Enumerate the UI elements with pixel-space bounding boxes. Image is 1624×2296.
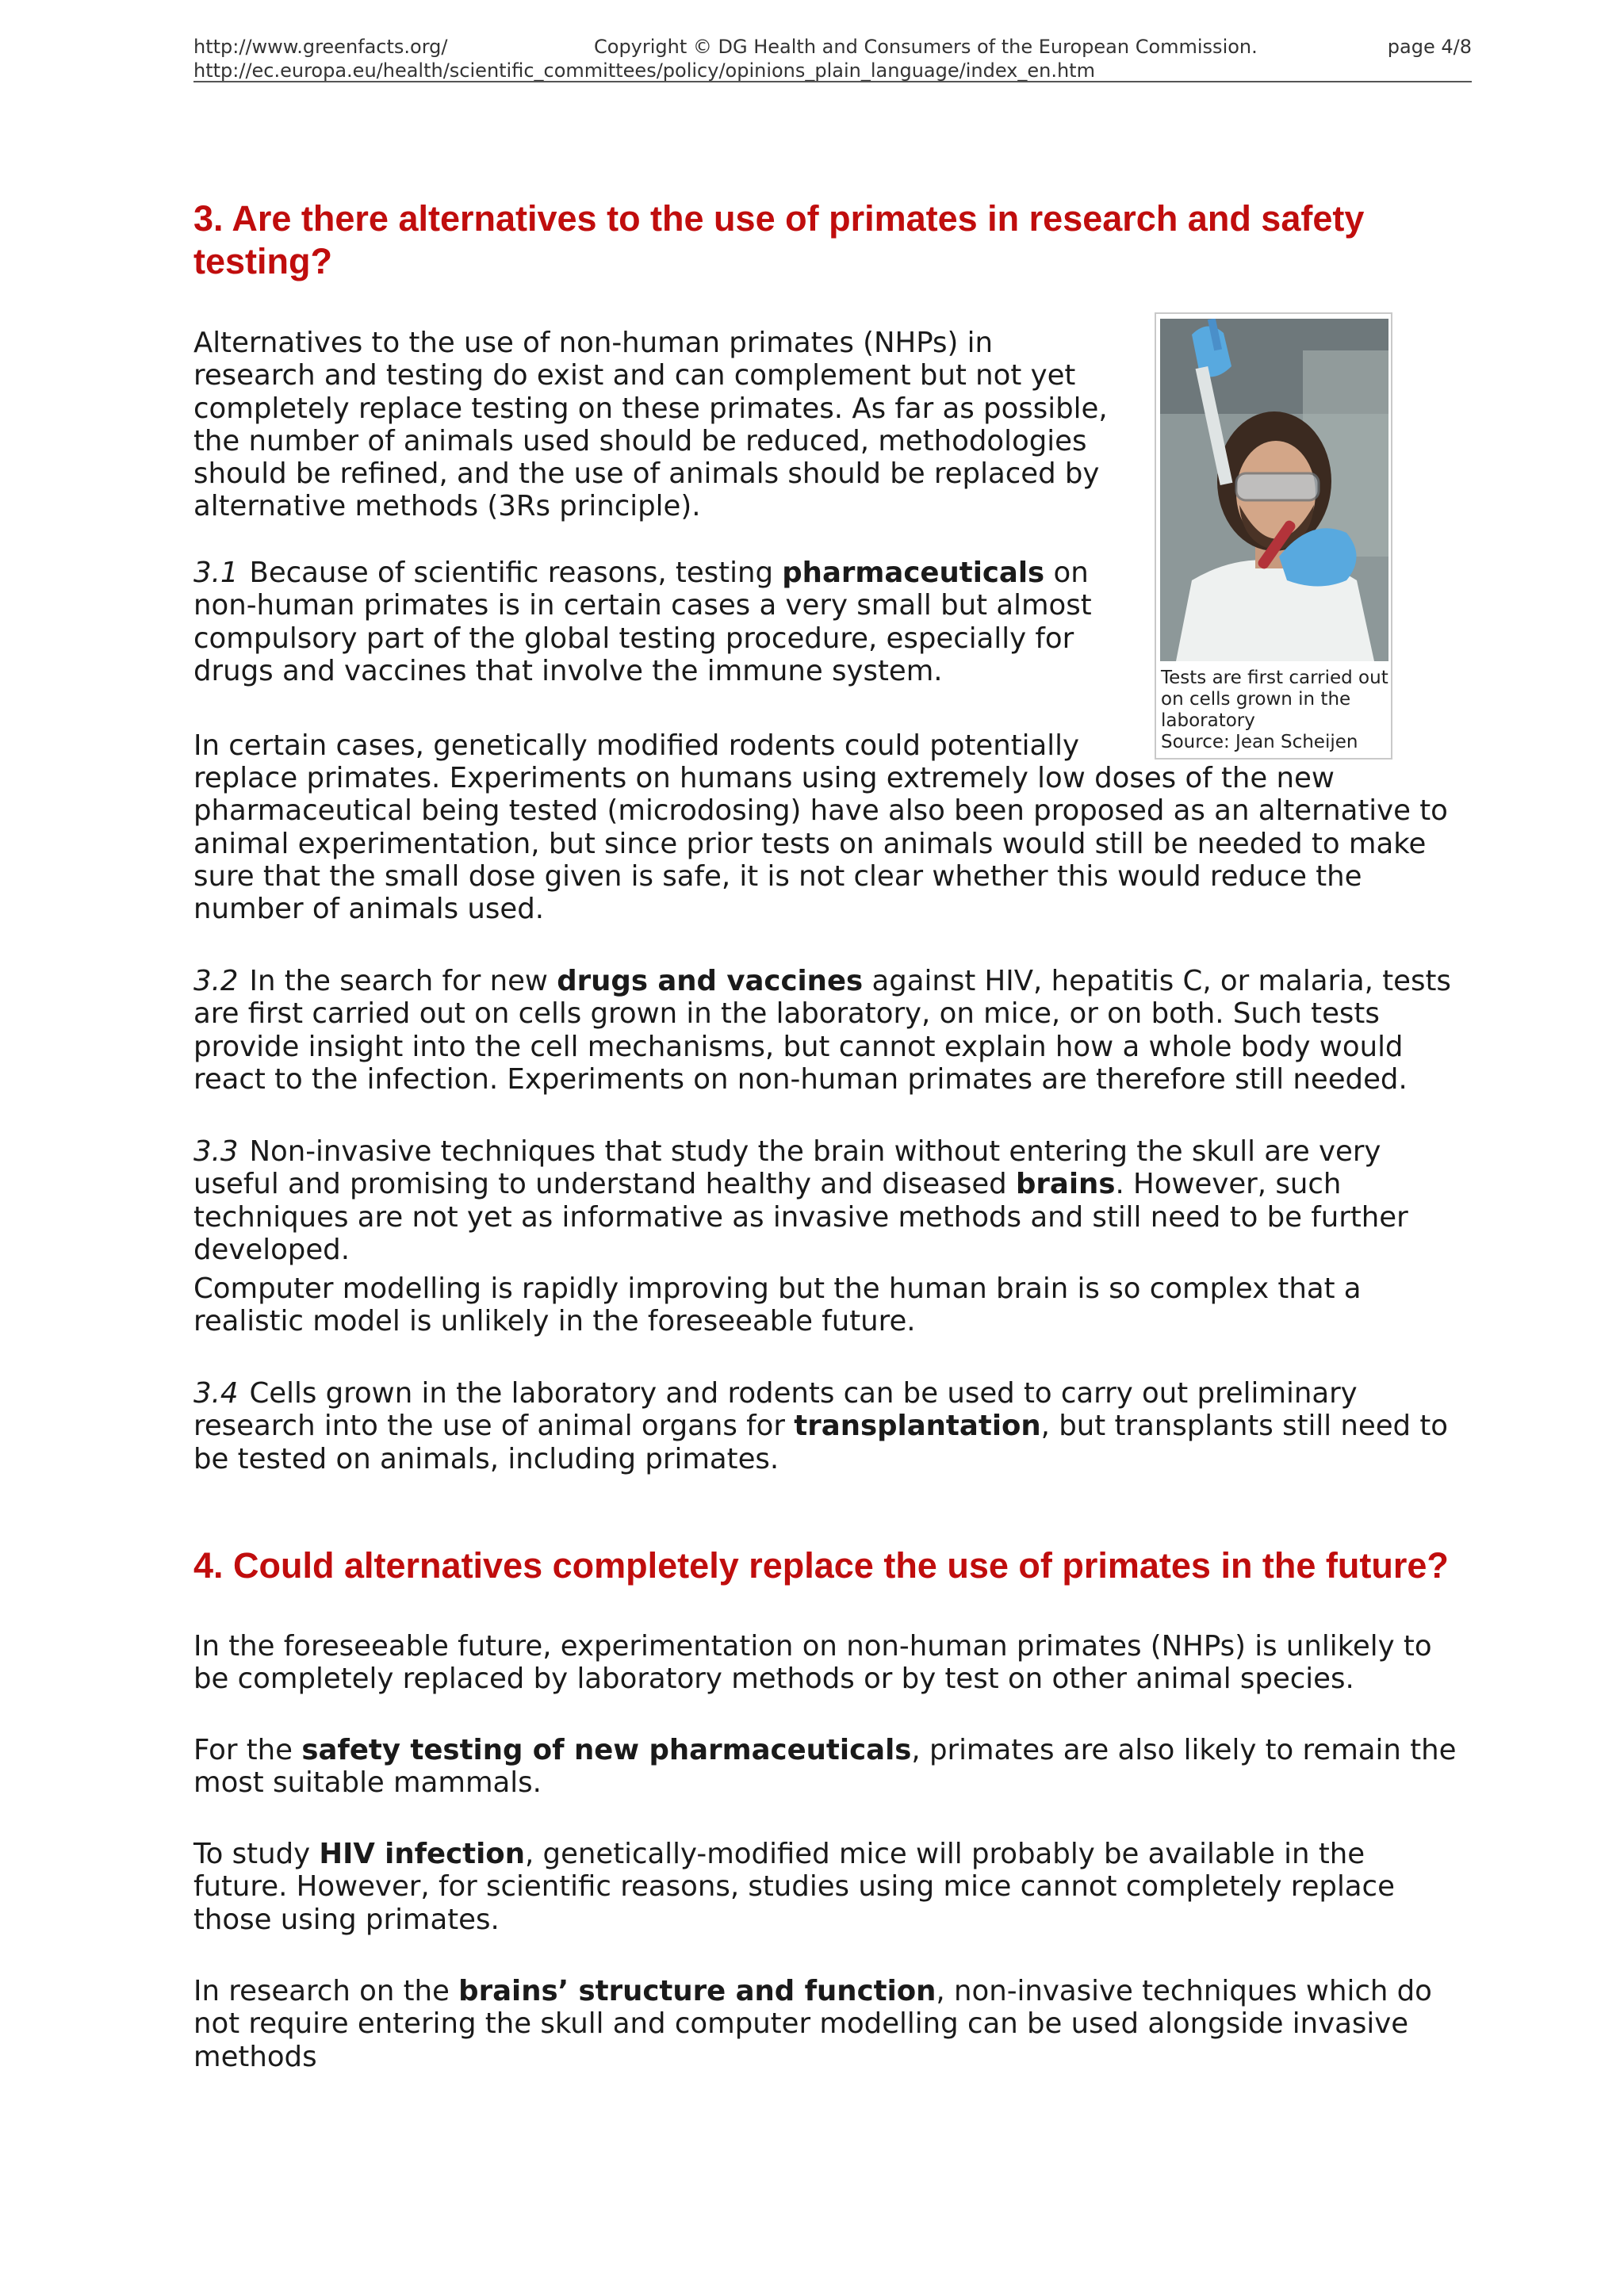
section-4-heading: 4. Could alternatives completely replace the use of primates in the future? bbox=[193, 1545, 1449, 1586]
page-header bbox=[193, 35, 1472, 82]
section-4-paragraph-3 bbox=[193, 1838, 1462, 1936]
paragraph-3-3-bold-term: brains bbox=[1016, 1168, 1116, 1201]
header-page-number: page 4/8 bbox=[1387, 36, 1472, 58]
section-4-paragraph-2-text-before: For the bbox=[193, 1734, 302, 1766]
section-4-paragraph-2 bbox=[193, 1734, 1462, 1800]
figure-caption bbox=[1161, 668, 1391, 753]
paragraph-3-4-number: 3.4 bbox=[193, 1377, 239, 1410]
figure-caption-line-3: laboratory bbox=[1161, 710, 1255, 731]
paragraph-3-1-bold-term: pharmaceuticals bbox=[782, 557, 1045, 589]
paragraph-3-3-text-before: Non-invasive techniques that study the brain without entering the skull are very useful and promising to understand healthy and diseased bbox=[193, 1135, 1381, 1201]
section-4-paragraph-1: In the foreseeable future, experimentation on non-human primates (NHPs) is unlikely to be completely replaced by laboratory methods or by test on other animal species. bbox=[193, 1630, 1432, 1696]
header-url-link[interactable]: http://www.greenfacts.org/ bbox=[193, 36, 448, 58]
section-4-paragraph-2-bold-term: safety testing of new pharmaceuticals bbox=[301, 1734, 912, 1766]
lab-scientist-photo bbox=[1160, 319, 1388, 661]
paragraph-3-2-text-before: In the search for new bbox=[249, 965, 557, 997]
lab-scientist-illustration bbox=[1160, 319, 1388, 661]
section-4-paragraph-4 bbox=[193, 1975, 1462, 2073]
section-3-heading: 3. Are there alternatives to the use of primates in research and safety testing? bbox=[193, 198, 1365, 281]
paragraph-3-1-continued: replace primates. Experiments on humans using extremely low doses of the new pharmaceutical being tested (microdosing) have also been proposed as an alternative to animal experimentation, but since prior tests on animals would still be needed to make sure that the small dose given is safe, it is not clear whether this would reduce the number of animals used. bbox=[193, 762, 1448, 926]
figure-caption-line-1: Tests are first carried out bbox=[1161, 668, 1388, 688]
paragraph-3-3-number: 3.3 bbox=[193, 1135, 239, 1168]
paragraph-3-1-continued-first-line: In certain cases, genetically modified rodents could potentially bbox=[193, 729, 1080, 762]
section-4-paragraph-4-text-after: , non-invasive techniques which do not require entering the skull and computer modelling can be used alongside invasive methods bbox=[193, 1975, 1432, 2073]
paragraph-3-3-text-after: . However, such techniques are not yet as informative as invasive methods and still need to be further developed. bbox=[193, 1168, 1408, 1266]
photo-goggles bbox=[1236, 473, 1319, 500]
paragraph-3-1 bbox=[193, 557, 1121, 687]
paragraph-3-4-bold-term: transplantation bbox=[794, 1410, 1041, 1443]
header-copyright: Copyright © DG Health and Consumers of the European Commission. bbox=[594, 36, 1258, 58]
figure-caption-line-2: on cells grown in the bbox=[1161, 689, 1351, 710]
figure-source: Source: Jean Scheijen bbox=[1161, 732, 1358, 752]
section-4-paragraph-3-text-before: To study bbox=[193, 1838, 320, 1870]
paragraph-3-1-text-after: on non-human primates is in certain cases a very small but almost compulsory part of the global testing procedure, especially for drugs and vaccines that involve the immune system. bbox=[193, 557, 1092, 687]
paragraph-3-2 bbox=[193, 965, 1462, 1096]
section-4-paragraph-4-text-before: In research on the bbox=[193, 1975, 459, 2007]
section-4-paragraph-3-text-after: , genetically-modified mice will probably be available in the future. However, for scientific reasons, studies using mice cannot completely replace those using primates. bbox=[193, 1838, 1395, 1936]
paragraph-3-4-text-before: Cells grown in the laboratory and rodents can be used to carry out preliminary research into the use of animal organs for bbox=[193, 1377, 1358, 1443]
section-4-paragraph-3-bold-term: HIV infection bbox=[319, 1838, 525, 1870]
paragraph-3-3 bbox=[193, 1135, 1462, 1266]
paragraph-3-4 bbox=[193, 1377, 1462, 1475]
paragraph-3-3-continued: Computer modelling is rapidly improving but the human brain is so complex that a realistic model is unlikely in the foreseeable future. bbox=[193, 1272, 1362, 1338]
header-second-url-link[interactable]: http://ec.europa.eu/health/scientific_committees/policy/opinions_plain_language/index_en.htm bbox=[193, 59, 1095, 82]
lab-figure bbox=[1155, 312, 1392, 760]
paragraph-3-4-text-after: , but transplants still need to be tested on animals, including primates. bbox=[193, 1410, 1449, 1475]
paragraph-3-2-bold-term: drugs and vaccines bbox=[557, 965, 864, 997]
paragraph-3-2-text-after: against HIV, hepatitis C, or malaria, tests are first carried out on cells grown in the laboratory, on mice, or on both. Such tests provide insight into the cell mechanisms, but cannot explain how a whole body would react to the infection. Experiments on non-human primates are therefore still needed. bbox=[193, 965, 1451, 1096]
document-page bbox=[193, 0, 1472, 2296]
section-4-paragraph-2-text-after: , primates are also likely to remain the most suitable mammals. bbox=[193, 1734, 1457, 1800]
paragraph-3-2-number: 3.2 bbox=[193, 965, 239, 997]
paragraph-3-1-number: 3.1 bbox=[193, 557, 239, 589]
paragraph-3-1-text-before: Because of scientific reasons, testing bbox=[249, 557, 783, 589]
header-divider bbox=[193, 81, 1472, 82]
section-4-paragraph-4-bold-term: brains’ structure and function bbox=[458, 1975, 936, 2007]
section-3-intro-paragraph: Alternatives to the use of non-human primates (NHPs) in research and testing do exist and can complement but not yet completely replace testing on these primates. As far as possible, the number of animals used should be reduced, methodologies should be refined, and the use of animals should be replaced by alternative methods (3Rs principle). bbox=[193, 327, 1108, 523]
